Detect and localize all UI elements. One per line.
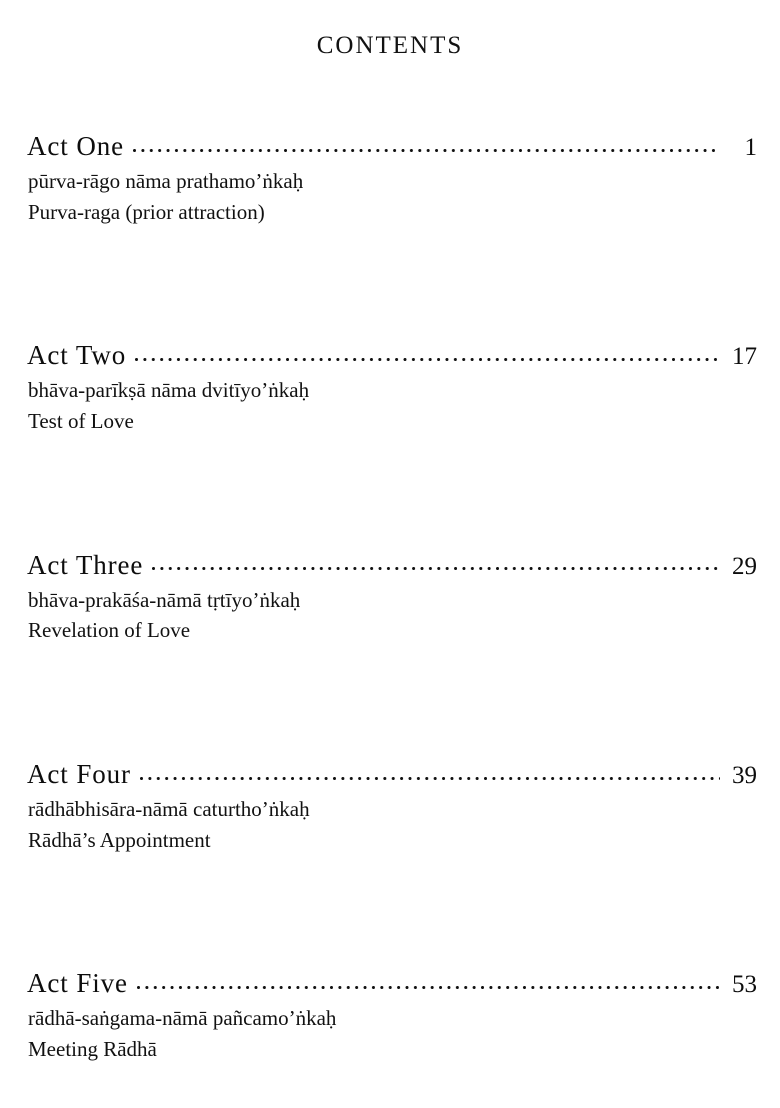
- table-of-contents-list: [0, 131, 780, 1065]
- page-title: CONTENTS: [316, 32, 464, 59]
- toc-entry-title: Act Four: [27, 758, 131, 789]
- toc-entry-title: Act Three: [27, 549, 144, 580]
- toc-entry-sanskrit-title: bhāva-parīkṣā nāma dvitīyo’ṅkaḥ: [28, 378, 310, 403]
- toc-entry-header[interactable]: [27, 131, 757, 162]
- dot-leader: [133, 139, 720, 155]
- toc-entry-page-number: 39: [732, 761, 757, 789]
- toc-entry-header[interactable]: [27, 968, 757, 999]
- toc-entry-translation: Meeting Rādhā: [28, 1036, 157, 1061]
- dot-leader: [152, 558, 720, 574]
- toc-entry-page-number: 1: [744, 134, 757, 161]
- toc-entry-page-number: 17: [732, 343, 757, 371]
- toc-entry-translation: Test of Love: [28, 408, 134, 433]
- dot-leader: [135, 348, 720, 364]
- toc-entry[interactable]: [0, 968, 780, 1064]
- toc-entry[interactable]: [0, 759, 780, 855]
- toc-entry[interactable]: [0, 131, 780, 227]
- toc-entry-header[interactable]: [27, 550, 757, 581]
- toc-entry-page-number: 53: [732, 971, 757, 999]
- toc-entry-title: Act Five: [27, 968, 128, 999]
- toc-entry-sanskrit-title: rādhābhisāra-nāmā caturtho’ṅkaḥ: [28, 796, 310, 821]
- toc-entry-sanskrit-title: bhāva-prakāśa-nāmā tṛtīyo’ṅkaḥ: [28, 587, 301, 612]
- toc-entry-header[interactable]: [27, 340, 757, 371]
- toc-entry-sanskrit-title: pūrva-rāgo nāma prathamo’ṅkaḥ: [28, 169, 304, 193]
- toc-entry-title: Act One: [27, 131, 125, 161]
- toc-entry-page-number: 29: [732, 552, 757, 580]
- toc-entry[interactable]: [0, 340, 780, 436]
- toc-entry-sanskrit-title: rādhā-saṅgama-nāmā pañcamo’ṅkaḥ: [28, 1006, 337, 1031]
- toc-entry-translation: Revelation of Love: [28, 618, 191, 643]
- toc-entry[interactable]: [0, 550, 780, 646]
- toc-entry-translation: Rādhā’s Appointment: [28, 827, 211, 852]
- toc-entry-translation: Purva-raga (prior attraction): [28, 199, 265, 224]
- toc-entry-header[interactable]: [27, 759, 757, 790]
- dot-leader: [137, 976, 720, 992]
- toc-entry-title: Act Two: [27, 340, 127, 371]
- dot-leader: [140, 767, 720, 783]
